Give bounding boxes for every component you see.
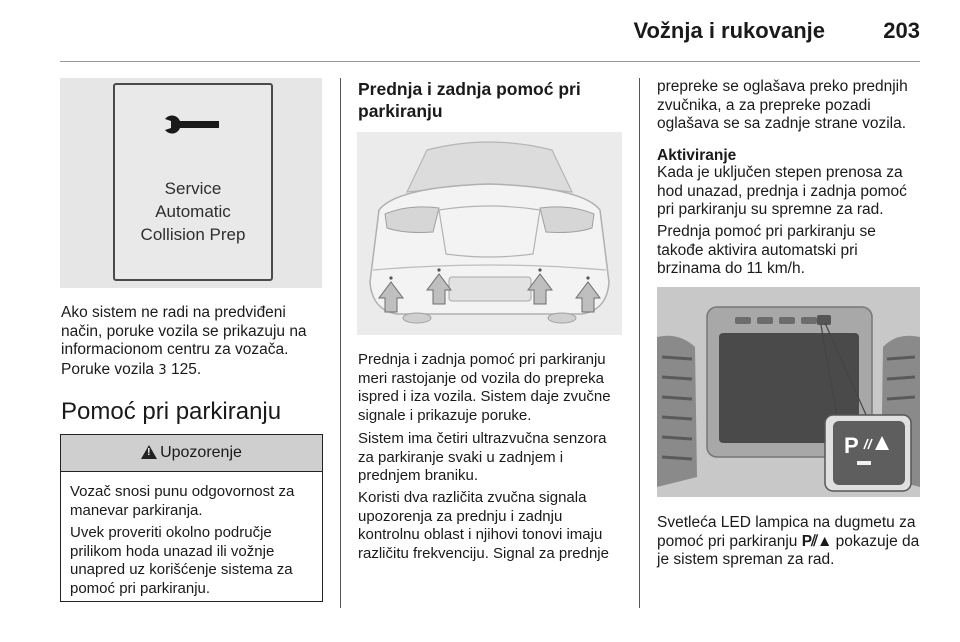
middle-paragraph-2: Sistem ima četiri ultrazvučna senzora za parkiranje svaki u zadnjem i prednjem braniku.	[358, 430, 607, 485]
right-paragraph-2: Prednja pomoć pri parkiranju se takođe aktivira automatski pri brzinama do 11 km/h.	[657, 223, 876, 278]
warning-paragraph-1: Vozač snosi punu odgovornost za manevar parkiranja.	[70, 483, 295, 519]
column-divider-2	[639, 78, 640, 608]
subheading-activation: Aktiviranje	[657, 147, 737, 164]
header-rule	[60, 61, 920, 62]
reference-page-link[interactable]: 125.	[170, 361, 202, 378]
led-description-text: Svetleća LED lampica na dugmetu za pomoć pri parkiranju	[657, 514, 916, 550]
dashboard-button-illustration	[657, 287, 920, 497]
section-heading-parking-aid: Pomoć pri parkiranju	[61, 398, 282, 425]
right-paragraph-3	[657, 514, 921, 570]
service-display-illustration	[60, 78, 322, 288]
display-line-service: Service	[164, 179, 222, 198]
column-divider-1	[340, 78, 341, 608]
middle-paragraph-3: Koristi dva različita zvučna signala upozorenja za prednju i zadnju kontrolnu oblast i njihovi tonovi imaju različitu frekvenciju. Signal za prednje	[358, 489, 609, 562]
car-rear-drawing	[357, 132, 622, 335]
right-paragraph-continued: prepreke se oglašava preko prednjih zvučnika, a za prepreke pozadi oglašava se sa zadnje strane vozila.	[657, 78, 908, 133]
warning-title: Upozorenje	[160, 444, 242, 461]
display-line-collision-prep: Collision Prep	[140, 225, 246, 244]
left-paragraph-1: Ako sistem ne radi na predviđeni način, poruke vozila se prikazuju na informacionom centru za vozača.	[61, 304, 307, 359]
led-description-suffix: pokazuje da je sistem spreman za rad.	[657, 532, 920, 569]
page-header	[0, 0, 960, 62]
car-rear-sensors-illustration	[357, 132, 622, 335]
vehicle-messages-text: Poruke vozila	[61, 361, 155, 378]
warning-triangle-icon	[141, 445, 157, 459]
parking-aid-button-label: P	[844, 433, 859, 458]
warning-header	[61, 435, 322, 472]
page-number: 203	[883, 18, 920, 43]
parking-aid-symbol-icon: P⫽▲	[801, 532, 832, 550]
dashboard-drawing	[657, 287, 920, 497]
middle-paragraph-1: Prednja i zadnja pomoć pri parkiranju meri rastojanje od vozila do prepreka ispred i iza vozila. Sistem daje zvučne signale i prikazuje poruke.	[358, 351, 611, 424]
driver-info-display	[113, 83, 273, 281]
warning-box	[60, 434, 323, 602]
chapter-title: Vožnja i rukovanje	[633, 18, 825, 43]
section-heading-front-rear-aid: Prednja i zadnja pomoć pri parkiranju	[358, 79, 581, 121]
wrench-icon	[163, 113, 223, 139]
warning-paragraph-2: Uvek proveriti okolno područje prilikom hoda unazad ili vožnje unapred uz korišćenje sistema za pomoć pri parkiranju.	[70, 524, 293, 597]
right-paragraph-1: Kada je uključen stepen prenosa za hod unazad, prednja i zadnja pomoć pri parkiranju su spremne za rad.	[657, 164, 907, 219]
left-paragraph-2	[61, 361, 323, 381]
display-line-automatic: Automatic	[155, 202, 231, 221]
reference-arrow-icon: 3	[158, 363, 167, 378]
